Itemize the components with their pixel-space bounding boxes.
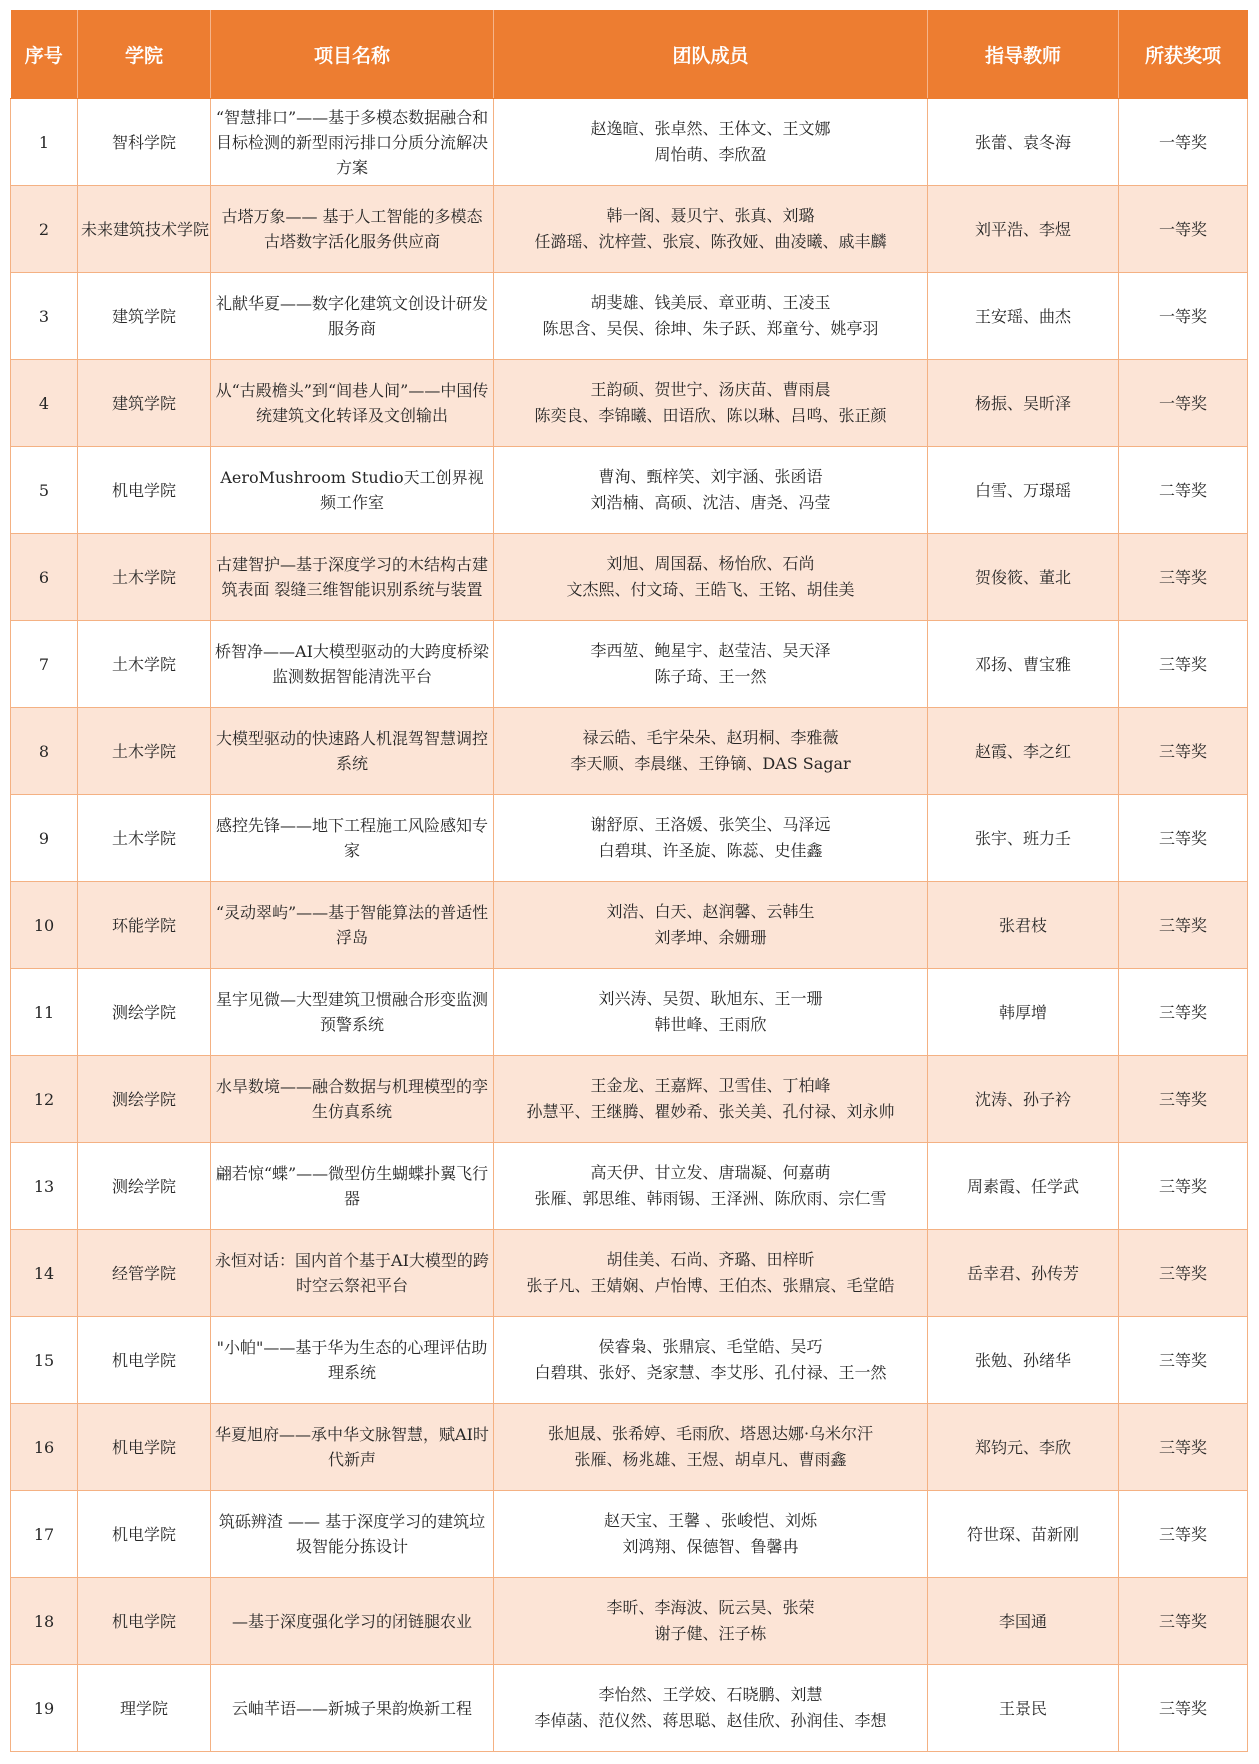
table-row <box>11 99 1248 186</box>
cell-index: 17 <box>11 1491 78 1578</box>
cell-award: 一等奖 <box>1119 186 1248 273</box>
member-line: 谢舒原、王洛媛、张笑尘、马泽远 <box>590 815 831 834</box>
cell-advisor: 岳幸君、孙传芳 <box>928 1230 1119 1317</box>
cell-team-members <box>494 1404 928 1491</box>
cell-advisor: 王安瑶、曲杰 <box>928 273 1119 360</box>
table-row <box>11 273 1248 360</box>
cell-award: 二等奖 <box>1119 447 1248 534</box>
member-line: 陈奕良、李锦曦、田语欣、陈以琳、吕鸣、张正颜 <box>534 406 887 425</box>
cell-team-members <box>494 534 928 621</box>
awards-table-container <box>10 10 1247 1752</box>
member-line: 刘浩楠、高硕、沈洁、唐尧、冯莹 <box>590 493 831 512</box>
cell-college: 测绘学院 <box>78 1143 211 1230</box>
cell-index: 15 <box>11 1317 78 1404</box>
cell-award: 一等奖 <box>1119 360 1248 447</box>
member-line: 胡佳美、石尚、齐璐、田梓昕 <box>606 1250 815 1269</box>
member-line: 王韵硕、贺世宁、汤庆苗、曹雨晨 <box>590 380 831 399</box>
cell-team-members <box>494 1143 928 1230</box>
header-advisor: 指导教师 <box>928 10 1119 99</box>
cell-index: 3 <box>11 273 78 360</box>
cell-advisor: 杨振、吴昕泽 <box>928 360 1119 447</box>
header-index: 序号 <box>11 10 78 99</box>
cell-index: 12 <box>11 1056 78 1143</box>
member-line: 白碧琪、许圣旋、陈蕊、史佳鑫 <box>598 841 823 860</box>
awards-table <box>10 10 1248 1752</box>
member-line: 刘鸿翔、保德智、鲁馨冉 <box>622 1537 799 1556</box>
cell-college: 建筑学院 <box>78 273 211 360</box>
cell-project-name: “灵动翠屿”——基于智能算法的普适性浮岛 <box>211 882 494 969</box>
member-line: 侯睿枭、张鼎宸、毛堂皓、吴巧 <box>598 1337 823 1356</box>
cell-project-name: 翩若惊“蝶”——微型仿生蝴蝶扑翼飞行器 <box>211 1143 494 1230</box>
table-row <box>11 360 1248 447</box>
cell-award: 三等奖 <box>1119 1056 1248 1143</box>
cell-index: 10 <box>11 882 78 969</box>
member-line: 谢子健、汪子栋 <box>654 1624 767 1643</box>
cell-project-name: AeroMushroom Studio天工创界视频工作室 <box>211 447 494 534</box>
cell-college: 理学院 <box>78 1665 211 1752</box>
cell-college: 土木学院 <box>78 708 211 795</box>
cell-award: 三等奖 <box>1119 708 1248 795</box>
cell-award: 三等奖 <box>1119 1230 1248 1317</box>
cell-team-members <box>494 1056 928 1143</box>
cell-index: 8 <box>11 708 78 795</box>
cell-college: 机电学院 <box>78 1578 211 1665</box>
table-row <box>11 1491 1248 1578</box>
cell-advisor: 张宇、班力壬 <box>928 795 1119 882</box>
cell-advisor: 张勉、孙绪华 <box>928 1317 1119 1404</box>
cell-project-name: 从“古殿檐头”到“闾巷人间”——中国传统建筑文化转译及文创输出 <box>211 360 494 447</box>
cell-project-name: “智慧排口”——基于多模态数据融合和目标检测的新型雨污排口分质分流解决方案 <box>211 99 494 186</box>
cell-award: 三等奖 <box>1119 1143 1248 1230</box>
cell-advisor: 李国通 <box>928 1578 1119 1665</box>
cell-team-members <box>494 795 928 882</box>
cell-team-members <box>494 99 928 186</box>
table-row <box>11 882 1248 969</box>
cell-index: 7 <box>11 621 78 708</box>
cell-index: 14 <box>11 1230 78 1317</box>
cell-college: 测绘学院 <box>78 1056 211 1143</box>
cell-project-name: 华夏旭府——承中华文脉智慧，赋AI时代新声 <box>211 1404 494 1491</box>
table-row <box>11 1665 1248 1752</box>
cell-award: 三等奖 <box>1119 795 1248 882</box>
table-row <box>11 1143 1248 1230</box>
header-team-members: 团队成员 <box>494 10 928 99</box>
member-line: 张子凡、王婧娴、卢怡博、王伯杰、张鼎宸、毛堂皓 <box>526 1276 895 1295</box>
cell-advisor: 张君枝 <box>928 882 1119 969</box>
cell-college: 经管学院 <box>78 1230 211 1317</box>
member-line: 李昕、李海波、阮云昊、张荣 <box>606 1598 815 1617</box>
cell-award: 三等奖 <box>1119 1578 1248 1665</box>
cell-project-name: 大模型驱动的快速路人机混驾智慧调控系统 <box>211 708 494 795</box>
table-row <box>11 1317 1248 1404</box>
cell-college: 土木学院 <box>78 534 211 621</box>
cell-project-name: 感控先锋——地下工程施工风险感知专家 <box>211 795 494 882</box>
cell-advisor: 邓扬、曹宝雅 <box>928 621 1119 708</box>
cell-project-name: 水旱数境——融合数据与机理模型的孪生仿真系统 <box>211 1056 494 1143</box>
table-row <box>11 1230 1248 1317</box>
member-line: 周怡萌、李欣盈 <box>654 145 767 164</box>
cell-award: 三等奖 <box>1119 882 1248 969</box>
member-line: 白碧琪、张妤、尧家慧、李艾彤、孔付禄、王一然 <box>534 1363 887 1382</box>
table-row <box>11 1056 1248 1143</box>
cell-award: 三等奖 <box>1119 969 1248 1056</box>
member-line: 高天伊、甘立发、唐瑞凝、何嘉萌 <box>590 1163 831 1182</box>
cell-team-members <box>494 1578 928 1665</box>
cell-college: 机电学院 <box>78 447 211 534</box>
cell-advisor: 赵霞、李之红 <box>928 708 1119 795</box>
cell-award: 三等奖 <box>1119 1665 1248 1752</box>
cell-advisor: 白雪、万璟瑶 <box>928 447 1119 534</box>
cell-team-members <box>494 1491 928 1578</box>
header-award: 所获奖项 <box>1119 10 1248 99</box>
cell-team-members <box>494 1665 928 1752</box>
member-line: 刘旭、周国磊、杨怡欣、石尚 <box>606 554 815 573</box>
cell-project-name: "小帕"——基于华为生态的心理评估助理系统 <box>211 1317 494 1404</box>
cell-award: 一等奖 <box>1119 99 1248 186</box>
table-row <box>11 534 1248 621</box>
member-line: 韩世峰、王雨欣 <box>654 1015 767 1034</box>
member-line: 赵天宝、王馨 、张峻恺、刘烁 <box>603 1511 818 1530</box>
cell-college: 机电学院 <box>78 1404 211 1491</box>
cell-advisor: 沈涛、孙子衿 <box>928 1056 1119 1143</box>
cell-index: 6 <box>11 534 78 621</box>
member-line: 李西堃、鲍星宇、赵莹洁、吴天泽 <box>590 641 831 660</box>
member-line: 文杰熙、付文琦、王皓飞、王铭、胡佳美 <box>566 580 855 599</box>
cell-project-name: 永恒对话：国内首个基于AI大模型的跨时空云祭祀平台 <box>211 1230 494 1317</box>
cell-index: 1 <box>11 99 78 186</box>
cell-index: 11 <box>11 969 78 1056</box>
member-line: 李倬菡、范仪然、蒋思聪、赵佳欣、孙润佳、李想 <box>534 1711 887 1730</box>
cell-team-members <box>494 708 928 795</box>
cell-team-members <box>494 882 928 969</box>
table-row <box>11 708 1248 795</box>
table-row <box>11 969 1248 1056</box>
member-line: 韩一阁、聂贝宁、张真、刘璐 <box>606 206 815 225</box>
cell-award: 三等奖 <box>1119 621 1248 708</box>
cell-college: 土木学院 <box>78 621 211 708</box>
table-row <box>11 1578 1248 1665</box>
cell-index: 2 <box>11 186 78 273</box>
cell-project-name: 星宇见微—大型建筑卫惯融合形变监测预警系统 <box>211 969 494 1056</box>
cell-project-name: 礼献华夏——数字化建筑文创设计研发服务商 <box>211 273 494 360</box>
cell-advisor: 刘平浩、李煜 <box>928 186 1119 273</box>
cell-team-members <box>494 1317 928 1404</box>
cell-advisor: 贺俊筱、董北 <box>928 534 1119 621</box>
member-line: 任潞瑶、沈梓萱、张宸、陈孜娅、曲凌曦、戚丰麟 <box>534 232 887 251</box>
member-line: 张旭晟、张希婷、毛雨欣、塔恩达娜·乌米尔汗 <box>547 1424 874 1443</box>
header-project-name: 项目名称 <box>211 10 494 99</box>
table-row <box>11 621 1248 708</box>
cell-college: 机电学院 <box>78 1491 211 1578</box>
member-line: 张雁、郭思维、韩雨锡、王泽洲、陈欣雨、宗仁雪 <box>534 1189 887 1208</box>
member-line: 赵逸暄、张卓然、王体文、王文娜 <box>590 119 831 138</box>
cell-index: 13 <box>11 1143 78 1230</box>
member-line: 刘浩、白天、赵润馨、云韩生 <box>606 902 815 921</box>
member-line: 胡斐雄、钱美辰、章亚萌、王凌玉 <box>590 293 831 312</box>
cell-college: 测绘学院 <box>78 969 211 1056</box>
header-row <box>11 10 1248 99</box>
cell-index: 4 <box>11 360 78 447</box>
cell-advisor: 符世琛、苗新刚 <box>928 1491 1119 1578</box>
member-line: 张雁、杨兆雄、王煜、胡卓凡、曹雨鑫 <box>574 1450 847 1469</box>
member-line: 孙慧平、王继腾、瞿妙希、张关美、孔付禄、刘永帅 <box>526 1102 895 1121</box>
cell-index: 18 <box>11 1578 78 1665</box>
member-line: 禄云皓、毛宇朵朵、赵玥桐、李雅薇 <box>582 728 839 747</box>
cell-project-name: 古建智护—基于深度学习的木结构古建筑表面 裂缝三维智能识别系统与装置 <box>211 534 494 621</box>
table-body <box>11 99 1248 1752</box>
cell-team-members <box>494 273 928 360</box>
cell-project-name: 古塔万象—— 基于人工智能的多模态古塔数字活化服务供应商 <box>211 186 494 273</box>
cell-award: 三等奖 <box>1119 1404 1248 1491</box>
cell-team-members <box>494 1230 928 1317</box>
cell-advisor: 周素霞、任学武 <box>928 1143 1119 1230</box>
table-header <box>11 10 1248 99</box>
cell-award: 三等奖 <box>1119 1491 1248 1578</box>
table-row <box>11 186 1248 273</box>
cell-team-members <box>494 621 928 708</box>
header-college: 学院 <box>78 10 211 99</box>
member-line: 刘孝坤、余姗珊 <box>654 928 767 947</box>
cell-index: 16 <box>11 1404 78 1491</box>
cell-team-members <box>494 969 928 1056</box>
member-line: 王金龙、王嘉辉、卫雪佳、丁柏峰 <box>590 1076 831 1095</box>
cell-project-name: 云岫芊语——新城子果韵焕新工程 <box>211 1665 494 1752</box>
cell-advisor: 王景民 <box>928 1665 1119 1752</box>
cell-project-name: 桥智净——AI大模型驱动的大跨度桥梁监测数据智能清洗平台 <box>211 621 494 708</box>
cell-award: 三等奖 <box>1119 1317 1248 1404</box>
cell-college: 智科学院 <box>78 99 211 186</box>
cell-advisor: 韩厚增 <box>928 969 1119 1056</box>
cell-team-members <box>494 447 928 534</box>
cell-project-name: 筑砾辨渣 —— 基于深度学习的建筑垃圾智能分拣设计 <box>211 1491 494 1578</box>
table-row <box>11 1404 1248 1491</box>
cell-college: 机电学院 <box>78 1317 211 1404</box>
member-line: 刘兴涛、吴贺、耿旭东、王一珊 <box>598 989 823 1008</box>
cell-award: 一等奖 <box>1119 273 1248 360</box>
cell-college: 建筑学院 <box>78 360 211 447</box>
cell-team-members <box>494 186 928 273</box>
member-line: 李天顺、李晨继、王铮镝、DAS Sagar <box>570 754 851 773</box>
cell-college: 未来建筑技术学院 <box>78 186 211 273</box>
cell-team-members <box>494 360 928 447</box>
member-line: 李怡然、王学姣、石晓鹏、刘慧 <box>598 1685 823 1704</box>
member-line: 曹洵、甄梓笑、刘宇涵、张函语 <box>598 467 823 486</box>
cell-college: 环能学院 <box>78 882 211 969</box>
cell-award: 三等奖 <box>1119 534 1248 621</box>
table-row <box>11 447 1248 534</box>
member-line: 陈子琦、王一然 <box>654 667 767 686</box>
cell-index: 5 <box>11 447 78 534</box>
cell-college: 土木学院 <box>78 795 211 882</box>
cell-project-name: —基于深度强化学习的闭链腿农业 <box>211 1578 494 1665</box>
cell-index: 9 <box>11 795 78 882</box>
table-row <box>11 795 1248 882</box>
cell-advisor: 张蕾、袁冬海 <box>928 99 1119 186</box>
member-line: 陈思含、吴俣、徐坤、朱子跃、郑童兮、姚亭羽 <box>542 319 879 338</box>
cell-index: 19 <box>11 1665 78 1752</box>
cell-advisor: 郑钧元、李欣 <box>928 1404 1119 1491</box>
